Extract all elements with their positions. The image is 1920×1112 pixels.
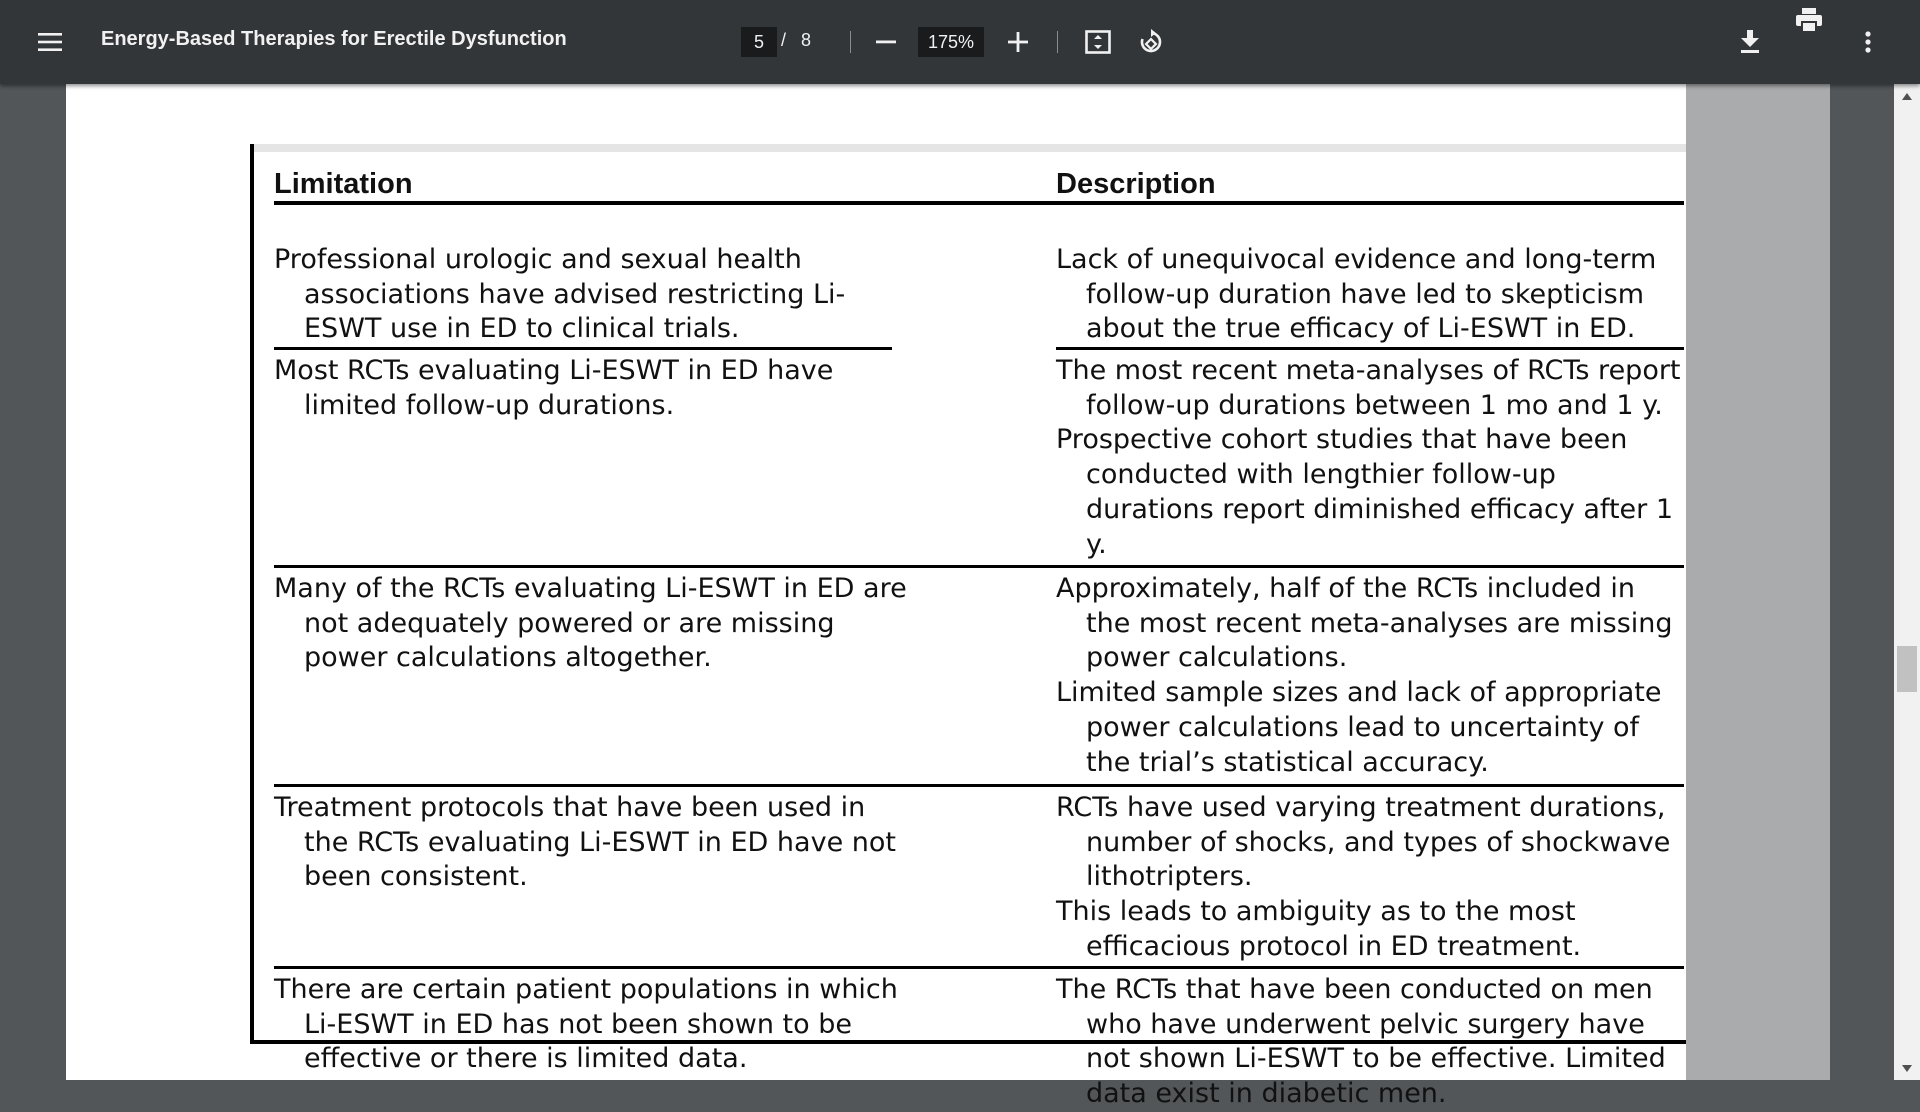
table-cell-limitation: Most RCTs evaluating Li-ESWT in ED have limited follow-up durations.: [274, 355, 834, 421]
triangle-up-icon: [1902, 93, 1912, 100]
table-cell-limitation: There are certain patient populations in which Li-ESWT in ED has not been shown to be effective or there is limited data.: [274, 974, 898, 1075]
fit-page-icon: [1085, 30, 1111, 54]
column-header-limitation: Limitation: [274, 168, 413, 200]
row-rule: [1056, 347, 1684, 350]
page-number-input[interactable]: 5: [741, 27, 777, 57]
column-header-description: Description: [1056, 168, 1216, 200]
zoom-in-icon: [1008, 32, 1028, 52]
table-cell-description: RCTs have used varying treatment durations, number of shocks, and types of shockwave lithotripters. This leads to ambiguity as to the most efficacious protocol in ED treatment.: [1056, 792, 1671, 962]
fit-to-page-button[interactable]: [1078, 22, 1118, 62]
rotate-button[interactable]: [1131, 22, 1171, 62]
row-rule: [274, 784, 1684, 787]
more-vert-icon: [1865, 31, 1871, 53]
document-title: Energy-Based Therapies for Erectile Dysfunction: [101, 28, 567, 50]
scroll-up-button[interactable]: [1894, 86, 1920, 106]
limitations-table: [250, 144, 1708, 1110]
zoom-in-button[interactable]: [1000, 22, 1036, 62]
rotate-icon: [1138, 29, 1164, 55]
zoom-out-button[interactable]: [868, 22, 904, 62]
table-cell-description: The RCTs that have been conducted on men who have underwent pelvic surgery have not shown Li-ESWT to be effective. Limited data exist in diabetic men.: [1056, 974, 1666, 1110]
table-cell-description: The most recent meta-analyses of RCTs report follow-up durations between 1 mo and 1 y. Prospective cohort studies that have been conducted with lengthier follow-up durations report diminished efficacy after 1 y.: [1056, 355, 1681, 560]
zoom-level-input[interactable]: 175%: [918, 27, 984, 57]
menu-icon: [38, 32, 62, 52]
table-cell-limitation: Treatment protocols that have been used in the RCTs evaluating Li-ESWT in ED have not been consistent.: [274, 792, 896, 893]
header-rule: [274, 201, 1684, 205]
print-icon: [1796, 8, 1822, 32]
scrollbar-thumb[interactable]: [1897, 646, 1917, 692]
table-cell-limitation: Professional urologic and sexual health associations have advised restricting Li-ESWT use in ED to clinical trials.: [274, 244, 846, 345]
page-separator: /: [781, 30, 787, 50]
triangle-down-icon: [1902, 1065, 1912, 1072]
scroll-down-button[interactable]: [1894, 1058, 1920, 1078]
table-cell-description: Approximately, half of the RCTs included in the most recent meta-analyses are missing power calculations. Limited sample sizes and lack of appropriate power calculations lead to uncertainty of the trial’s statistical accuracy.: [1056, 573, 1673, 778]
download-icon: [1740, 30, 1760, 54]
pdf-toolbar: [0, 0, 1920, 84]
more-actions-button[interactable]: [1848, 22, 1888, 62]
table-cell-limitation: Many of the RCTs evaluating Li-ESWT in ED are not adequately powered or are missing power calculations altogether.: [274, 573, 907, 674]
row-rule: [274, 347, 892, 350]
page-total: 8: [801, 30, 812, 50]
row-rule: [274, 565, 1684, 568]
row-rule: [274, 966, 1684, 969]
vertical-scrollbar[interactable]: [1894, 84, 1920, 1080]
pdf-page: [66, 84, 1686, 1110]
toolbar-divider: [1057, 31, 1058, 53]
table-cell-description: Lack of unequivocal evidence and long-term follow-up duration have led to skepticism about the true efficacy of Li-ESWT in ED.: [1056, 244, 1657, 345]
menu-button[interactable]: [30, 22, 70, 62]
download-button[interactable]: [1730, 22, 1770, 62]
print-button[interactable]: [1789, 0, 1829, 40]
zoom-out-icon: [876, 40, 896, 44]
toolbar-divider: [850, 31, 851, 53]
page-margin-strip: [1686, 84, 1830, 1080]
